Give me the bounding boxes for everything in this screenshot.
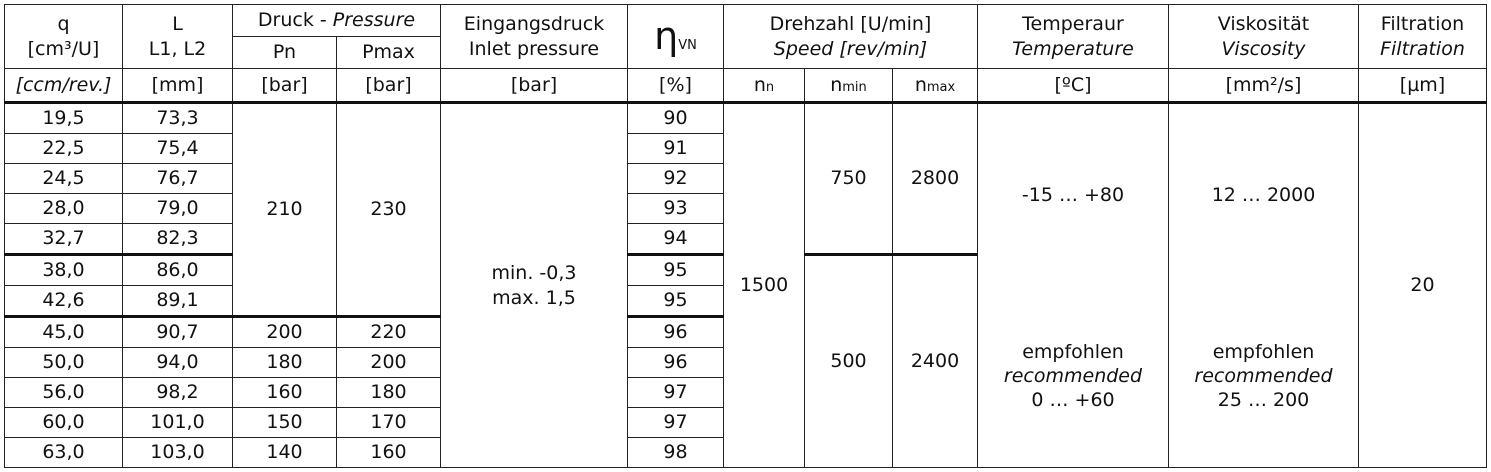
- cell-L: 90,7: [123, 317, 233, 348]
- cell-temp-recommended: [978, 286, 1169, 468]
- cell-q: 28,0: [5, 194, 123, 224]
- header-temp-de: Temperaur: [1022, 13, 1124, 36]
- header-q: [5, 5, 123, 69]
- header-inlet-en: Inlet pressure: [468, 37, 600, 60]
- table-row: [5, 103, 1487, 134]
- eta-subscript: VN: [678, 38, 697, 54]
- header-pressure-de: Druck -: [257, 9, 333, 32]
- cell-L: 98,2: [123, 378, 233, 408]
- cell-pn: 140: [233, 438, 337, 468]
- visc-rec-en: recommended: [1194, 365, 1333, 388]
- cell-L: 82,3: [123, 224, 233, 255]
- unit-filt: [µm]: [1359, 69, 1487, 103]
- cell-pmax: 200: [337, 348, 441, 378]
- temp-rec-en: recommended: [1003, 365, 1143, 388]
- cell-pmax: 180: [337, 378, 441, 408]
- header-filt-de: Filtration: [1380, 13, 1465, 36]
- cell-nn-merged: 1500: [724, 103, 805, 468]
- cell-q: 24,5: [5, 164, 123, 194]
- cell-inlet-merged: [441, 103, 628, 468]
- cell-q: 38,0: [5, 255, 123, 286]
- visc-rec-range: 25 … 200: [1217, 389, 1310, 412]
- header-nmax: [893, 69, 978, 103]
- cell-pn: 160: [233, 378, 337, 408]
- header-pmax: Pmax: [337, 37, 441, 69]
- cell-eta: 98: [628, 438, 724, 468]
- header-inlet: [441, 5, 628, 69]
- header-inlet-de: Eingangsdruck: [463, 13, 605, 36]
- cell-L: 94,0: [123, 348, 233, 378]
- nmax-symbol: n: [914, 73, 927, 96]
- unit-inlet: [bar]: [441, 69, 628, 103]
- pump-specs-table: [4, 4, 1487, 468]
- cell-pn: 150: [233, 408, 337, 438]
- cell-eta: 96: [628, 317, 724, 348]
- cell-pmax: 160: [337, 438, 441, 468]
- header-nn: [724, 69, 805, 103]
- cell-q: 42,6: [5, 286, 123, 317]
- header-pressure-en: Pressure: [332, 9, 416, 32]
- nn-symbol: n: [753, 73, 766, 96]
- cell-q: 56,0: [5, 378, 123, 408]
- header-pn: Pn: [233, 37, 337, 69]
- cell-L: 103,0: [123, 438, 233, 468]
- header-q-symbol: q: [57, 13, 70, 36]
- visc-rec-de: empfohlen: [1212, 340, 1315, 363]
- cell-nmax-bottom: 2400: [893, 255, 978, 468]
- cell-eta: 94: [628, 224, 724, 255]
- header-filt-en: Filtration: [1380, 37, 1465, 60]
- cell-eta: 97: [628, 378, 724, 408]
- nmax-subscript: max: [926, 79, 956, 95]
- cell-L: 86,0: [123, 255, 233, 286]
- unit-eta: [%]: [628, 69, 724, 103]
- cell-eta: 96: [628, 348, 724, 378]
- header-visc-en: Viscosity: [1221, 37, 1306, 60]
- cell-L: 79,0: [123, 194, 233, 224]
- cell-pn-merged: 210: [233, 103, 337, 317]
- cell-q: 45,0: [5, 317, 123, 348]
- nmin-subscript: min: [842, 79, 867, 95]
- cell-eta: 97: [628, 408, 724, 438]
- cell-temp-range: -15 … +80: [978, 103, 1169, 286]
- cell-L: 75,4: [123, 134, 233, 164]
- header-q-unit: [cm³/U]: [27, 37, 100, 60]
- unit-q: [ccm/rev.]: [5, 69, 123, 103]
- eta-symbol: η: [654, 14, 679, 59]
- header-temp: [978, 5, 1169, 69]
- nmin-symbol: n: [830, 73, 843, 96]
- unit-visc: [mm²/s]: [1169, 69, 1359, 103]
- cell-pmax-merged: 230: [337, 103, 441, 317]
- cell-L: 89,1: [123, 286, 233, 317]
- unit-temp: [ºC]: [978, 69, 1169, 103]
- inlet-min: min. -0,3: [491, 262, 577, 285]
- header-speed: [724, 5, 978, 69]
- cell-q: 32,7: [5, 224, 123, 255]
- header-L-sub: L1, L2: [148, 37, 207, 60]
- header-eta: [628, 5, 724, 69]
- cell-filtration-merged: 20: [1359, 103, 1487, 468]
- cell-eta: 92: [628, 164, 724, 194]
- cell-pmax: 170: [337, 408, 441, 438]
- temp-rec-range: 0 … +60: [1031, 389, 1115, 412]
- header-speed-de: Drehzahl [U/min]: [769, 13, 932, 36]
- cell-q: 60,0: [5, 408, 123, 438]
- unit-pmax: [bar]: [337, 69, 441, 103]
- header-pressure: [233, 5, 441, 37]
- cell-L: 73,3: [123, 103, 233, 134]
- cell-q: 63,0: [5, 438, 123, 468]
- cell-pn: 200: [233, 317, 337, 348]
- temp-rec-de: empfohlen: [1022, 340, 1124, 363]
- header-temp-en: Temperature: [1012, 37, 1134, 60]
- header-L-symbol: L: [172, 13, 183, 36]
- header-nmin: [805, 69, 893, 103]
- cell-L: 101,0: [123, 408, 233, 438]
- cell-nmax-top: 2800: [893, 103, 978, 255]
- unit-L: [mm]: [123, 69, 233, 103]
- cell-eta: 91: [628, 134, 724, 164]
- cell-eta: 95: [628, 255, 724, 286]
- cell-L: 76,7: [123, 164, 233, 194]
- cell-visc-recommended: [1169, 286, 1359, 468]
- header-filt: [1359, 5, 1487, 69]
- cell-nmin-bottom: 500: [805, 255, 893, 468]
- cell-eta: 93: [628, 194, 724, 224]
- cell-eta: 95: [628, 286, 724, 317]
- header-visc: [1169, 5, 1359, 69]
- cell-q: 50,0: [5, 348, 123, 378]
- cell-pmax: 220: [337, 317, 441, 348]
- cell-q: 19,5: [5, 103, 123, 134]
- nn-subscript: n: [765, 79, 775, 95]
- cell-visc-range: 12 … 2000: [1169, 103, 1359, 286]
- cell-pn: 180: [233, 348, 337, 378]
- inlet-max: max. 1,5: [492, 286, 576, 309]
- unit-pn: [bar]: [233, 69, 337, 103]
- header-L: [123, 5, 233, 69]
- header-visc-de: Viskosität: [1217, 13, 1310, 36]
- cell-q: 22,5: [5, 134, 123, 164]
- header-speed-en: Speed [rev/min]: [773, 37, 928, 60]
- cell-nmin-top: 750: [805, 103, 893, 255]
- cell-eta: 90: [628, 103, 724, 134]
